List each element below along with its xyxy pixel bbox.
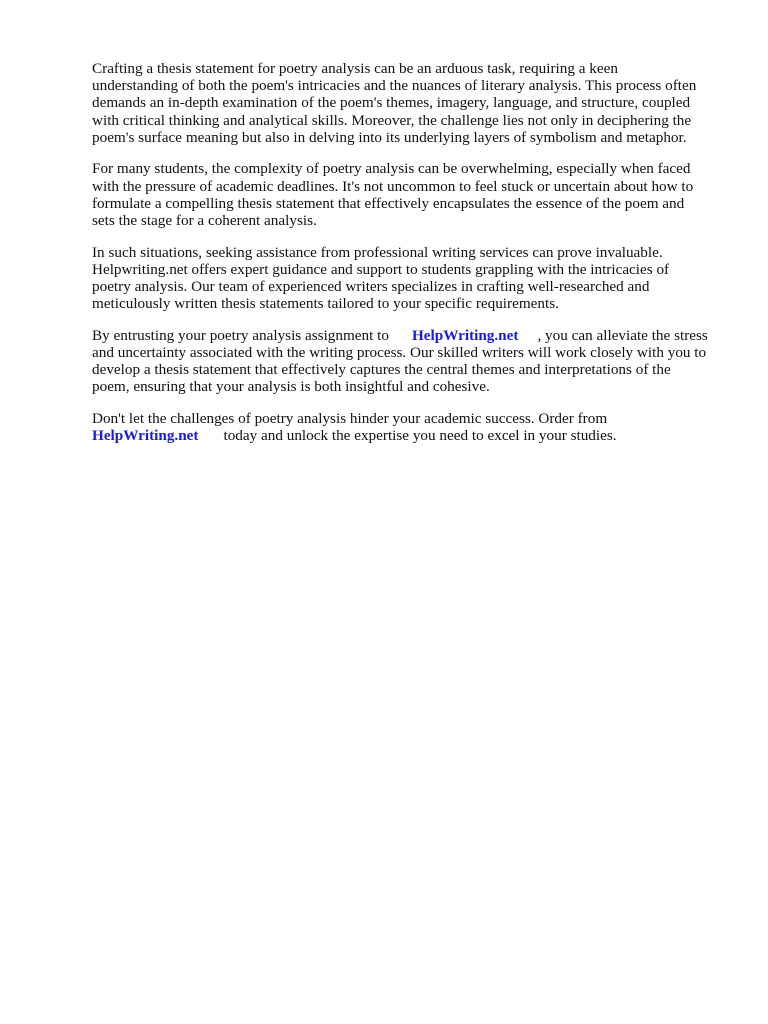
text-line: understanding of both the poem's intricacies and the nuances of literary analysis. This process often — [92, 77, 697, 95]
text-line: Crafting a thesis statement for poetry analysis can be an arduous task, requiring a keen — [92, 60, 618, 77]
text-line: Helpwriting.net offers expert guidance and support to students grappling with the intricacies of — [92, 260, 670, 278]
paragraph-assistance — [92, 244, 732, 313]
text-line: develop a thesis statement that effectively captures the central themes and interpretations of the — [92, 361, 671, 379]
text-line: and uncertainty associated with the writing process. Our skilled writers will work closely with you to — [92, 344, 707, 362]
paragraph-call-to-action — [92, 410, 732, 444]
text-line: formulate a compelling thesis statement that effectively encapsulates the essence of the poem and — [92, 194, 685, 212]
paragraph-entrusting — [92, 327, 732, 396]
text-line: poetry analysis. Our team of experienced writers specializes in crafting well-researched and — [92, 278, 650, 296]
text-line — [92, 427, 732, 444]
text-before-link: By entrusting your poetry analysis assignment to — [92, 326, 389, 344]
paragraph-complexity — [92, 160, 732, 229]
text-line: In such situations, seeking assistance from professional writing services can prove invaluable. — [92, 243, 663, 261]
helpwriting-link[interactable]: HelpWriting.net — [411, 326, 519, 344]
text-line: with the pressure of academic deadlines. It's not uncommon to feel stuck or uncertain about how to — [92, 177, 694, 195]
paragraph-intro — [92, 60, 732, 146]
text-line: with critical thinking and analytical skills. Moreover, the challenge lies not only in deciphering the — [92, 111, 692, 129]
text-after-link: , you can alleviate the stress — [537, 326, 708, 344]
helpwriting-link[interactable]: HelpWriting.net — [92, 427, 199, 445]
text-line: demands an in-depth examination of the poem's themes, imagery, language, and structure, coupled — [92, 94, 691, 112]
text-line: poem's surface meaning but also in delving into its underlying layers of symbolism and metaphor. — [92, 128, 687, 146]
text-line: For many students, the complexity of poetry analysis can be overwhelming, especially when faced — [92, 160, 691, 178]
text-line: meticulously written thesis statements tailored to your specific requirements. — [92, 295, 559, 313]
text-after-link: today and unlock the expertise you need to excel in your studies. — [223, 427, 617, 445]
text-line: sets the stage for a coherent analysis. — [92, 212, 317, 230]
text-line: Don't let the challenges of poetry analysis hinder your academic success. Order from — [92, 410, 608, 428]
text-line: poem, ensuring that your analysis is both insightful and cohesive. — [92, 378, 490, 396]
text-line — [92, 327, 732, 344]
document-body — [92, 60, 732, 459]
